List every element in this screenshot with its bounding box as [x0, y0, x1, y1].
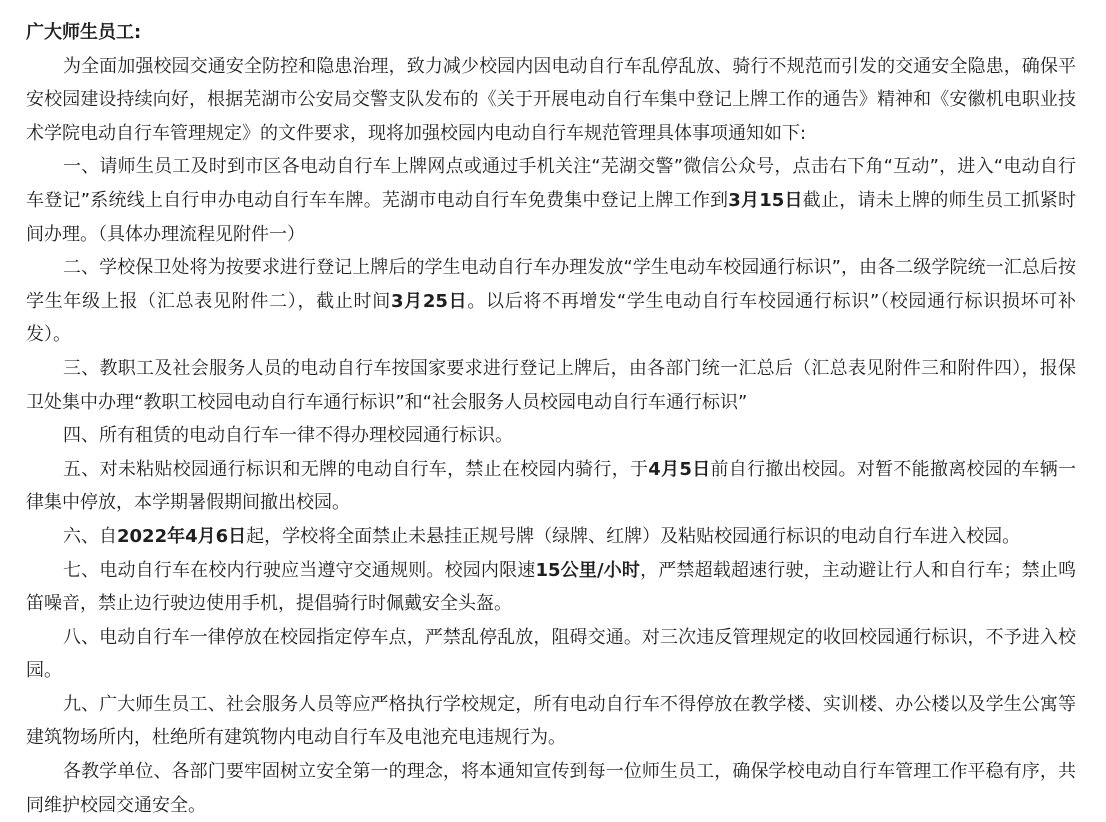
- item-3-paragraph: 三、教职工及社会服务人员的电动自行车按国家要求进行登记上牌后，由各部门统一汇总后（汇总表见附件三和附件四），报保卫处集中办理“教职工校园电动自行车通行标识”和“社会服务人员校园电动自行车通行标识”: [26, 357, 1076, 413]
- item-6-text: 六、自: [63, 525, 117, 547]
- item-7-text: 七、电动自行车在校内行驶应当遵守交通规则。校园内限速: [63, 559, 536, 581]
- item-2-deadline: 3月25日: [390, 290, 468, 312]
- item-8-paragraph: 八、电动自行车一律停放在校园指定停车点，严禁乱停乱放，阻碍交通。对三次违反管理规定的收回校园通行标识，不予进入校园。: [26, 626, 1076, 682]
- item-1-text-cont: 截止，请未上牌的师生员工抓紧时间办理。（具体办理流程见附件一）: [26, 189, 1076, 245]
- item-7-speed-limit: 15公里/小时: [535, 559, 641, 581]
- item-5-text-cont: 前自行撤出校园。对暂不能撤离校园的车辆一律集中停放，本学期暑假期间撤出校园。: [26, 458, 1077, 514]
- item-6-paragraph: [26, 520, 1076, 554]
- item-5-paragraph: [26, 453, 1076, 520]
- item-1-deadline: 3月15日: [728, 189, 803, 211]
- item-5-deadline: 4月5日: [648, 458, 711, 480]
- salutation: 广大师生员工:: [26, 22, 142, 43]
- item-6-date: 2022年4月6日: [117, 525, 247, 547]
- item-6-text-cont: 起，学校将全面禁止未悬挂正规号牌（绿牌、红牌）及粘贴校园通行标识的电动自行车进入校园。: [246, 525, 1021, 547]
- item-1-text: 一、请师生员工及时到市区各电动自行车上牌网点或通过手机关注“芜湖交警”微信公众号，点击右下角“互动”，进入“电动自行车登记”系统线上自行申办电动自行车车牌。芜湖市电动自行车免费集中登记上牌工作到: [26, 156, 1076, 211]
- item-1-paragraph: [26, 150, 1076, 251]
- closing-paragraph: 各教学单位、各部门要牢固树立安全第一的理念，将本通知宣传到每一位师生员工，确保学校电动自行车管理工作平稳有序，共同维护校园交通安全。: [26, 761, 1076, 816]
- notice-document: [26, 16, 1076, 822]
- item-4-paragraph: 四、所有租赁的电动自行车一律不得办理校园通行标识。: [63, 425, 513, 447]
- item-7-text-cont: ，严禁超载超速行驶，主动避让行人和自行车；禁止鸣笛噪音，禁止边行驶边使用手机，提倡骑行时佩戴安全头盔。: [26, 559, 1077, 615]
- item-2-text: 二、学校保卫处将为按要求进行登记上牌后的学生电动自行车办理发放“学生电动车校园通行标识”，由各二级学院统一汇总后按学生年级上报（汇总表见附件二），截止时间: [26, 257, 1076, 312]
- item-5-text: 五、对未粘贴校园通行标识和无牌的电动自行车，禁止在校园内骑行，于: [63, 458, 649, 480]
- intro-paragraph: 为全面加强校园交通安全防控和隐患治理，致力减少校园内因电动自行车乱停乱放、骑行不规范而引发的交通安全隐患，确保平安校园建设持续向好，根据芜湖市公安局交警支队发布的《关于开展电动自行车集中登记上牌工作的通告》精神和《安徽机电职业技术学院电动自行车管理规定》的文件要求，现将加强校园内电动自行车规范管理具体事项通知如下:: [26, 55, 1076, 144]
- item-2-text-cont: 。以后将不再增发“学生电动自行车校园通行标识”（校园通行标识损坏可补发）。: [26, 290, 1076, 346]
- item-9-paragraph: 九、广大师生员工、社会服务人员等应严格执行学校规定，所有电动自行车不得停放在教学楼、实训楼、办公楼以及学生公寓等建筑物场所内，杜绝所有建筑物内电动自行车及电池充电违规行为。: [26, 693, 1076, 749]
- item-7-paragraph: [26, 554, 1076, 621]
- item-2-paragraph: [26, 251, 1076, 352]
